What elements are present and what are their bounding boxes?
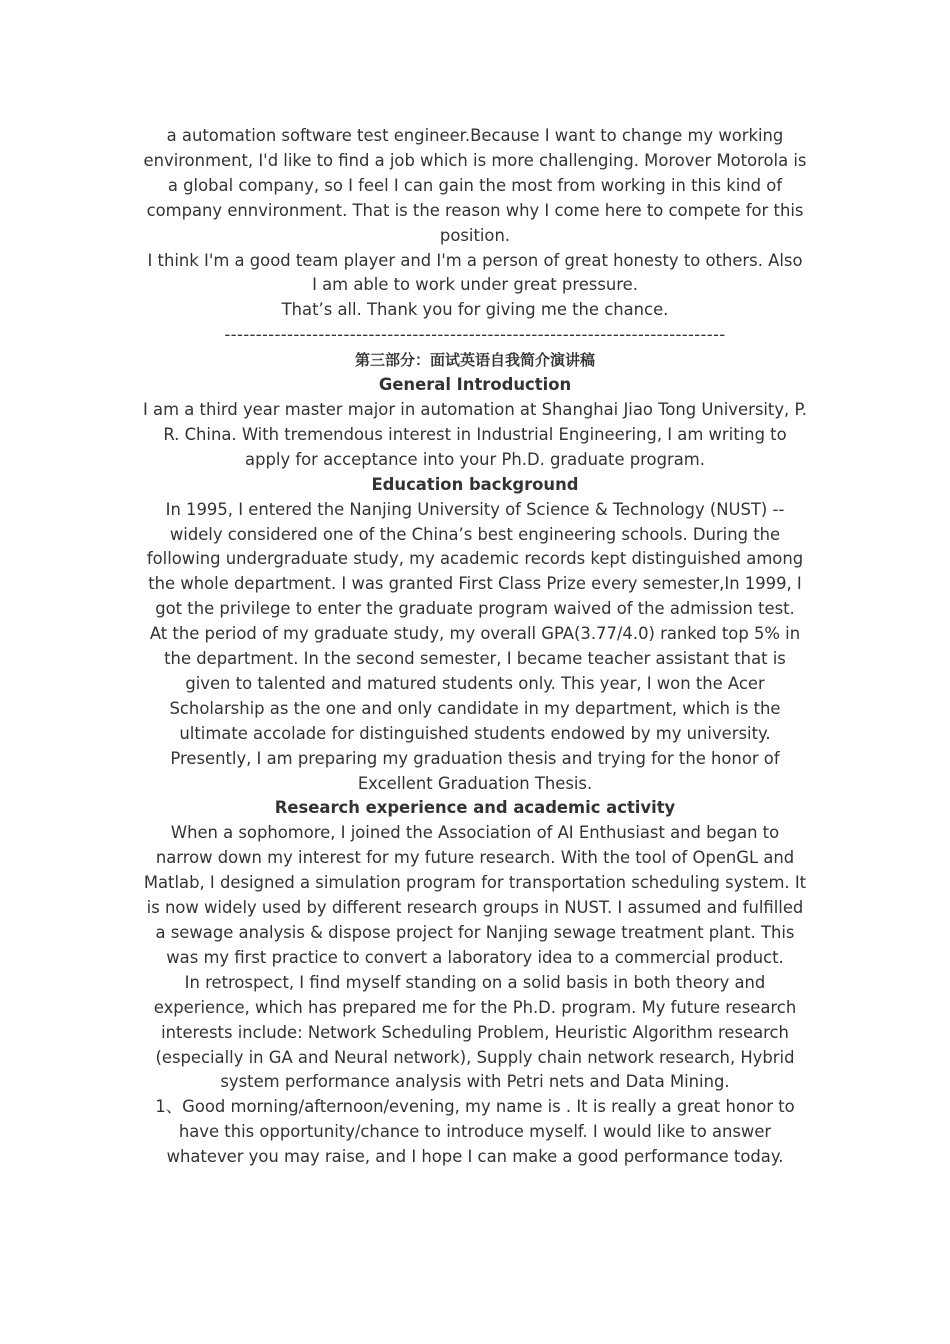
heading-education-background: Education background [371,474,579,494]
paragraph-motivation: a automation software test engineer.Because I want to change my working environment, I'd like to find a job which is more challenging. Morover Motorola is a global company, so I feel I can gain the most from working in this kind of company ennvironment. That is the reason why I come here to compete for this position. [143,126,807,245]
document-page [143,124,807,1170]
heading-research-experience: Research experience and academic activity [274,798,676,818]
paragraph-research-projects: When a sophomore, I joined the Association of AI Enthusiast and began to narrow down my interest for my future research. With the tool of OpenGL and Matlab, I designed a simulation program for transportation scheduling system. It is now widely used by different research groups in NUST. I assumed and fulfilled a sewage analysis & dispose project for Nanjing sewage treatment plant. This was my first practice to convert a laboratory idea to a commercial product. [143,823,807,967]
paragraph-closing: That’s all. Thank you for giving me the chance. [281,300,669,320]
heading-general-introduction: General Introduction [378,375,572,395]
section-divider: -------------------------------------------------------------------------------- [224,325,726,345]
paragraph-research-interests: In retrospect, I find myself standing on a solid basis in both theory and experience, which has prepared me for the Ph.D. program. My future research interests include: Network Scheduling Problem, Heuristic Algorithm research (especially in GA and Neural network), Supply chain network research, Hybrid system performance analysis with Petri nets and Data Mining. [153,972,797,1092]
paragraph-education-undergrad: In 1995, I entered the Nanjing University of Science & Technology (NUST) -- widely considered one of the China’s best engineering schools. During the following undergraduate study, my academic records kept distinguished among the whole department. I was granted First Class Prize every semester,In 1999, I got the privilege to enter the graduate program waived of the admission test. [146,499,804,619]
paragraph-team-player: I think I'm a good team player and I'm a person of great honesty to others. Also I am able to work under great pressure. [147,250,803,295]
section-title: 第三部分：面试英语自我简介演讲稿 [354,351,595,370]
paragraph-education-graduate: At the period of my graduate study, my overall GPA(3.77/4.0) ranked top 5% in the department. In the second semester, I became teacher assistant that is given to talented and matured students only. This year, I won the Acer Scholarship as the one and only candidate in my department, which is the ultimate accolade for distinguished students endowed by my university. Presently, I am preparing my graduation thesis and trying for the honor of Excellent Graduation Thesis. [149,624,801,793]
paragraph-self-introduction: 1、Good morning/afternoon/evening, my name is . It is really a great honor to have this opportunity/chance to introduce myself. I would like to answer whatever you may raise, and I hope I can make a good performance today. [155,1097,795,1167]
paragraph-general-introduction: I am a third year master major in automation at Shanghai Jiao Tong University, P. R. China. With tremendous interest in Industrial Engineering, I am writing to apply for acceptance into your Ph.D. graduate program. [143,399,808,469]
